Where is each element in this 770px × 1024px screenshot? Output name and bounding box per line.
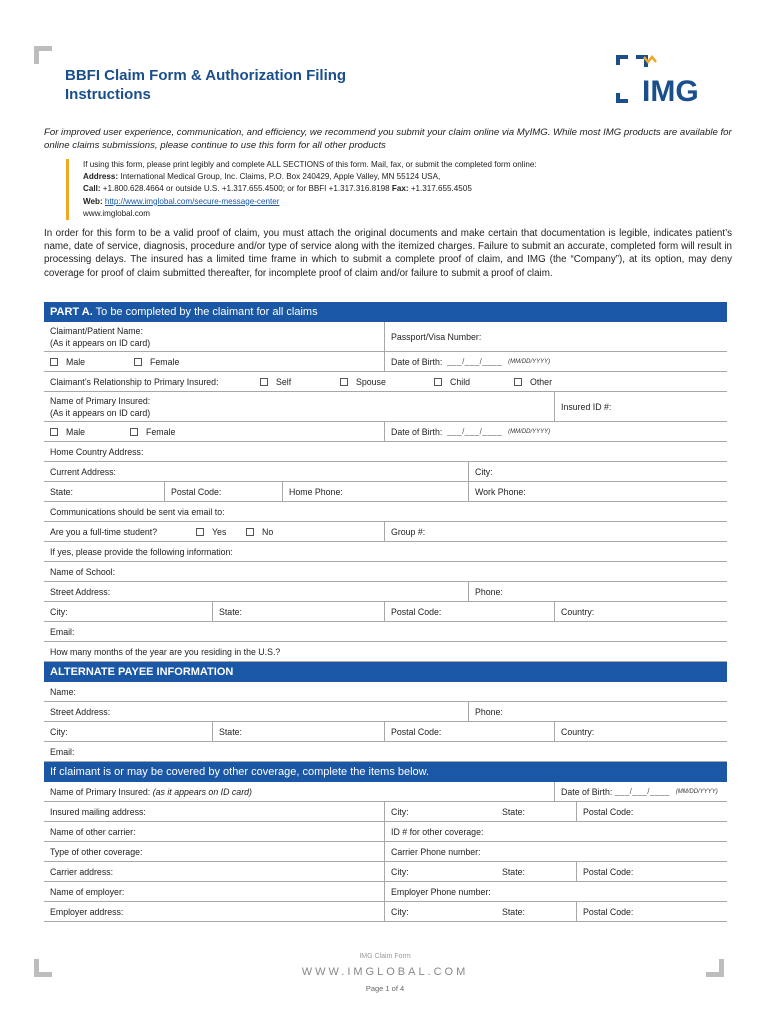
months-field[interactable]: How many months of the year are you residing in the U.S.? <box>50 646 281 657</box>
other-checkbox[interactable]: Other <box>508 372 588 391</box>
dob-field[interactable]: Date of Birth: ___/___/____ (MM/DD/YYYY) <box>384 352 727 371</box>
work-phone-field[interactable]: Work Phone: <box>468 482 727 501</box>
oc-city-field[interactable]: City: <box>384 802 496 821</box>
oc-employer-address-field[interactable]: Employer address: <box>50 906 124 917</box>
row-email-comm <box>44 502 727 522</box>
email-comm-field[interactable]: Communications should be sent via email to: <box>50 506 225 517</box>
school-postal-field[interactable]: Postal Code: <box>384 602 554 621</box>
row-home-country <box>44 442 727 462</box>
submission-instructions: If using this form, please print legibly and complete ALL SECTIONS of this form. Mail, fax, or submit the completed form online: Address: International Medical Group, Inc. Claims, P.O. Box 240429, Apple Valley, MN 55124 USA, Call: +1.800.628.4664 or outside U.S. +1.317.655.4500; or for BBFI +1.317.316.8198 Fax: +1.317.655.4505 Web: http://www.imglobal.com/secure-message-center www.imglobal.com <box>66 159 626 220</box>
alt-postal-field[interactable]: Postal Code: <box>384 722 554 741</box>
row-oc-employer-address <box>44 902 727 922</box>
row-oc-carrier <box>44 822 727 842</box>
oc-carrier-state-field[interactable]: State: <box>502 866 525 877</box>
oc-employer-city-field[interactable]: City: <box>384 902 496 921</box>
row-student <box>44 522 727 542</box>
male-checkbox-2[interactable]: Male <box>44 422 124 441</box>
row-street <box>44 582 727 602</box>
row-oc-type <box>44 842 727 862</box>
alt-street-field[interactable]: Street Address: <box>50 706 111 717</box>
school-state-field[interactable]: State: <box>212 602 384 621</box>
male-checkbox[interactable]: Male <box>44 352 124 371</box>
proof-of-claim-paragraph: In order for this form to be a valid proof of claim, you must attach the original documents and make certain that documentation is legible, indicates patient’s name, date of service, diagnosis, procedure and/or type of service along with the itemized charges. Failure to submit an accurate, completed form will result in processing delays. The insured has a limited time frame in which to submit a complete proof of claim, and IMG (the “Company”), at its option, may deny coverage for proof of claim submitted thereafter, for incomplete proof of claim and/or failure to submit a proof of claim. <box>44 228 732 279</box>
row-claimant-name <box>44 322 727 352</box>
claim-form <box>44 302 727 922</box>
if-yes-label: If yes, please provide the following information: <box>50 546 233 557</box>
svg-text:IMG: IMG <box>642 75 699 103</box>
part-a-header: PART A. To be completed by the claimant for all claims <box>44 302 727 322</box>
row-oc-carrier-address <box>44 862 727 882</box>
oc-carrier-city-field[interactable]: City: <box>384 862 496 881</box>
yes-checkbox[interactable]: Yes <box>190 522 240 541</box>
state-field[interactable]: State: <box>50 486 73 497</box>
home-phone-field[interactable]: Home Phone: <box>282 482 468 501</box>
oc-type-field[interactable]: Type of other coverage: <box>50 846 143 857</box>
alt-state-field[interactable]: State: <box>212 722 384 741</box>
primary-insured-field[interactable]: Name of Primary Insured: (As it appears on ID card) <box>50 395 151 418</box>
alt-phone-field[interactable]: Phone: <box>468 702 727 721</box>
female-checkbox[interactable]: Female <box>128 352 278 371</box>
school-email-field[interactable]: Email: <box>50 626 75 637</box>
site-link[interactable]: www.imglobal.com <box>83 208 151 218</box>
intro-text: For improved user experience, communication, and efficiency, we recommend you submit your claim online via MyIMG. While most IMG products are available for online claims submissions, please continue to use this form for all other products <box>44 127 732 151</box>
oc-carrier-address-field[interactable]: Carrier address: <box>50 866 114 877</box>
alt-country-field[interactable]: Country: <box>554 722 727 741</box>
child-checkbox[interactable]: Child <box>428 372 508 391</box>
street-address-field[interactable]: Street Address: <box>50 586 111 597</box>
row-alt-city <box>44 722 727 742</box>
oc-carrier-field[interactable]: Name of other carrier: <box>50 826 136 837</box>
row-gender-dob <box>44 352 727 372</box>
row-oc-primary <box>44 782 727 802</box>
oc-employer-field[interactable]: Name of employer: <box>50 886 125 897</box>
postal-field[interactable]: Postal Code: <box>164 482 282 501</box>
spouse-checkbox[interactable]: Spouse <box>334 372 424 391</box>
oc-mailing-field[interactable]: Insured mailing address: <box>50 806 146 817</box>
dob-field-2[interactable]: Date of Birth: ___/___/____ (MM/DD/YYYY) <box>384 422 727 441</box>
page-title: BBFI Claim Form & Authorization Filing Instructions <box>65 67 347 103</box>
row-if-yes <box>44 542 727 562</box>
oc-carrier-phone-field[interactable]: Carrier Phone number: <box>384 842 727 861</box>
row-relationship <box>44 372 727 392</box>
oc-id-field[interactable]: ID # for other coverage: <box>384 822 727 841</box>
footer-form-name: IMG Claim Form <box>359 953 411 960</box>
current-address-field[interactable]: Current Address: <box>50 466 117 477</box>
row-gender-dob-2 <box>44 422 727 442</box>
row-email <box>44 622 727 642</box>
row-city-state <box>44 602 727 622</box>
row-alt-email <box>44 742 727 762</box>
oc-postal-field[interactable]: Postal Code: <box>576 802 727 821</box>
female-checkbox-2[interactable]: Female <box>124 422 274 441</box>
secure-message-link[interactable]: http://www.imglobal.com/secure-message-center <box>104 196 280 206</box>
row-oc-employer <box>44 882 727 902</box>
row-months <box>44 642 727 662</box>
oc-employer-phone-field[interactable]: Employer Phone number: <box>384 882 727 901</box>
school-country-field[interactable]: Country: <box>554 602 727 621</box>
city-field[interactable]: City: <box>468 462 727 481</box>
row-primary-insured <box>44 392 727 422</box>
oc-state-field[interactable]: State: <box>502 806 525 817</box>
no-checkbox[interactable]: No <box>240 522 300 541</box>
alt-city-field[interactable]: City: <box>50 726 68 737</box>
footer-page: Page 1 of 4 <box>365 984 405 993</box>
alt-email-field[interactable]: Email: <box>50 746 75 757</box>
insured-id-field[interactable]: Insured ID #: <box>554 392 727 421</box>
passport-field[interactable]: Passport/Visa Number: <box>384 322 727 351</box>
oc-employer-postal-field[interactable]: Postal Code: <box>576 902 727 921</box>
row-alt-name <box>44 682 727 702</box>
group-field[interactable]: Group #: <box>384 522 727 541</box>
oc-dob-field[interactable]: Date of Birth: ___/___/____ (MM/DD/YYYY) <box>554 782 727 801</box>
school-city-field[interactable]: City: <box>50 606 68 617</box>
self-checkbox[interactable]: Self <box>254 372 324 391</box>
other-coverage-header: If claimant is or may be covered by other coverage, complete the items below. <box>44 762 727 782</box>
row-school <box>44 562 727 582</box>
oc-employer-state-field[interactable]: State: <box>502 906 525 917</box>
row-current-address <box>44 462 727 482</box>
footer-site: WWW.IMGLOBAL.COM <box>301 966 469 978</box>
school-name-field[interactable]: Name of School: <box>50 566 116 577</box>
img-logo <box>616 55 731 103</box>
row-oc-mailing <box>44 802 727 822</box>
relationship-label: Claimant’s Relationship to Primary Insured: <box>50 376 219 387</box>
corner-mark-top-left <box>34 46 52 64</box>
alternate-payee-header: ALTERNATE PAYEE INFORMATION <box>44 662 727 682</box>
claimant-name-field[interactable]: Claimant/Patient Name: (As it appears on ID card) <box>50 325 151 348</box>
alt-name-field[interactable]: Name: <box>50 686 76 697</box>
oc-primary-name-field[interactable]: Name of Primary Insured: (as it appears on ID card) <box>50 786 252 797</box>
student-label: Are you a full-time student? <box>50 526 158 537</box>
row-alt-street <box>44 702 727 722</box>
oc-carrier-postal-field[interactable]: Postal Code: <box>576 862 727 881</box>
home-country-field[interactable]: Home Country Address: <box>50 446 144 457</box>
row-state-postal <box>44 482 727 502</box>
phone-field[interactable]: Phone: <box>468 582 727 601</box>
